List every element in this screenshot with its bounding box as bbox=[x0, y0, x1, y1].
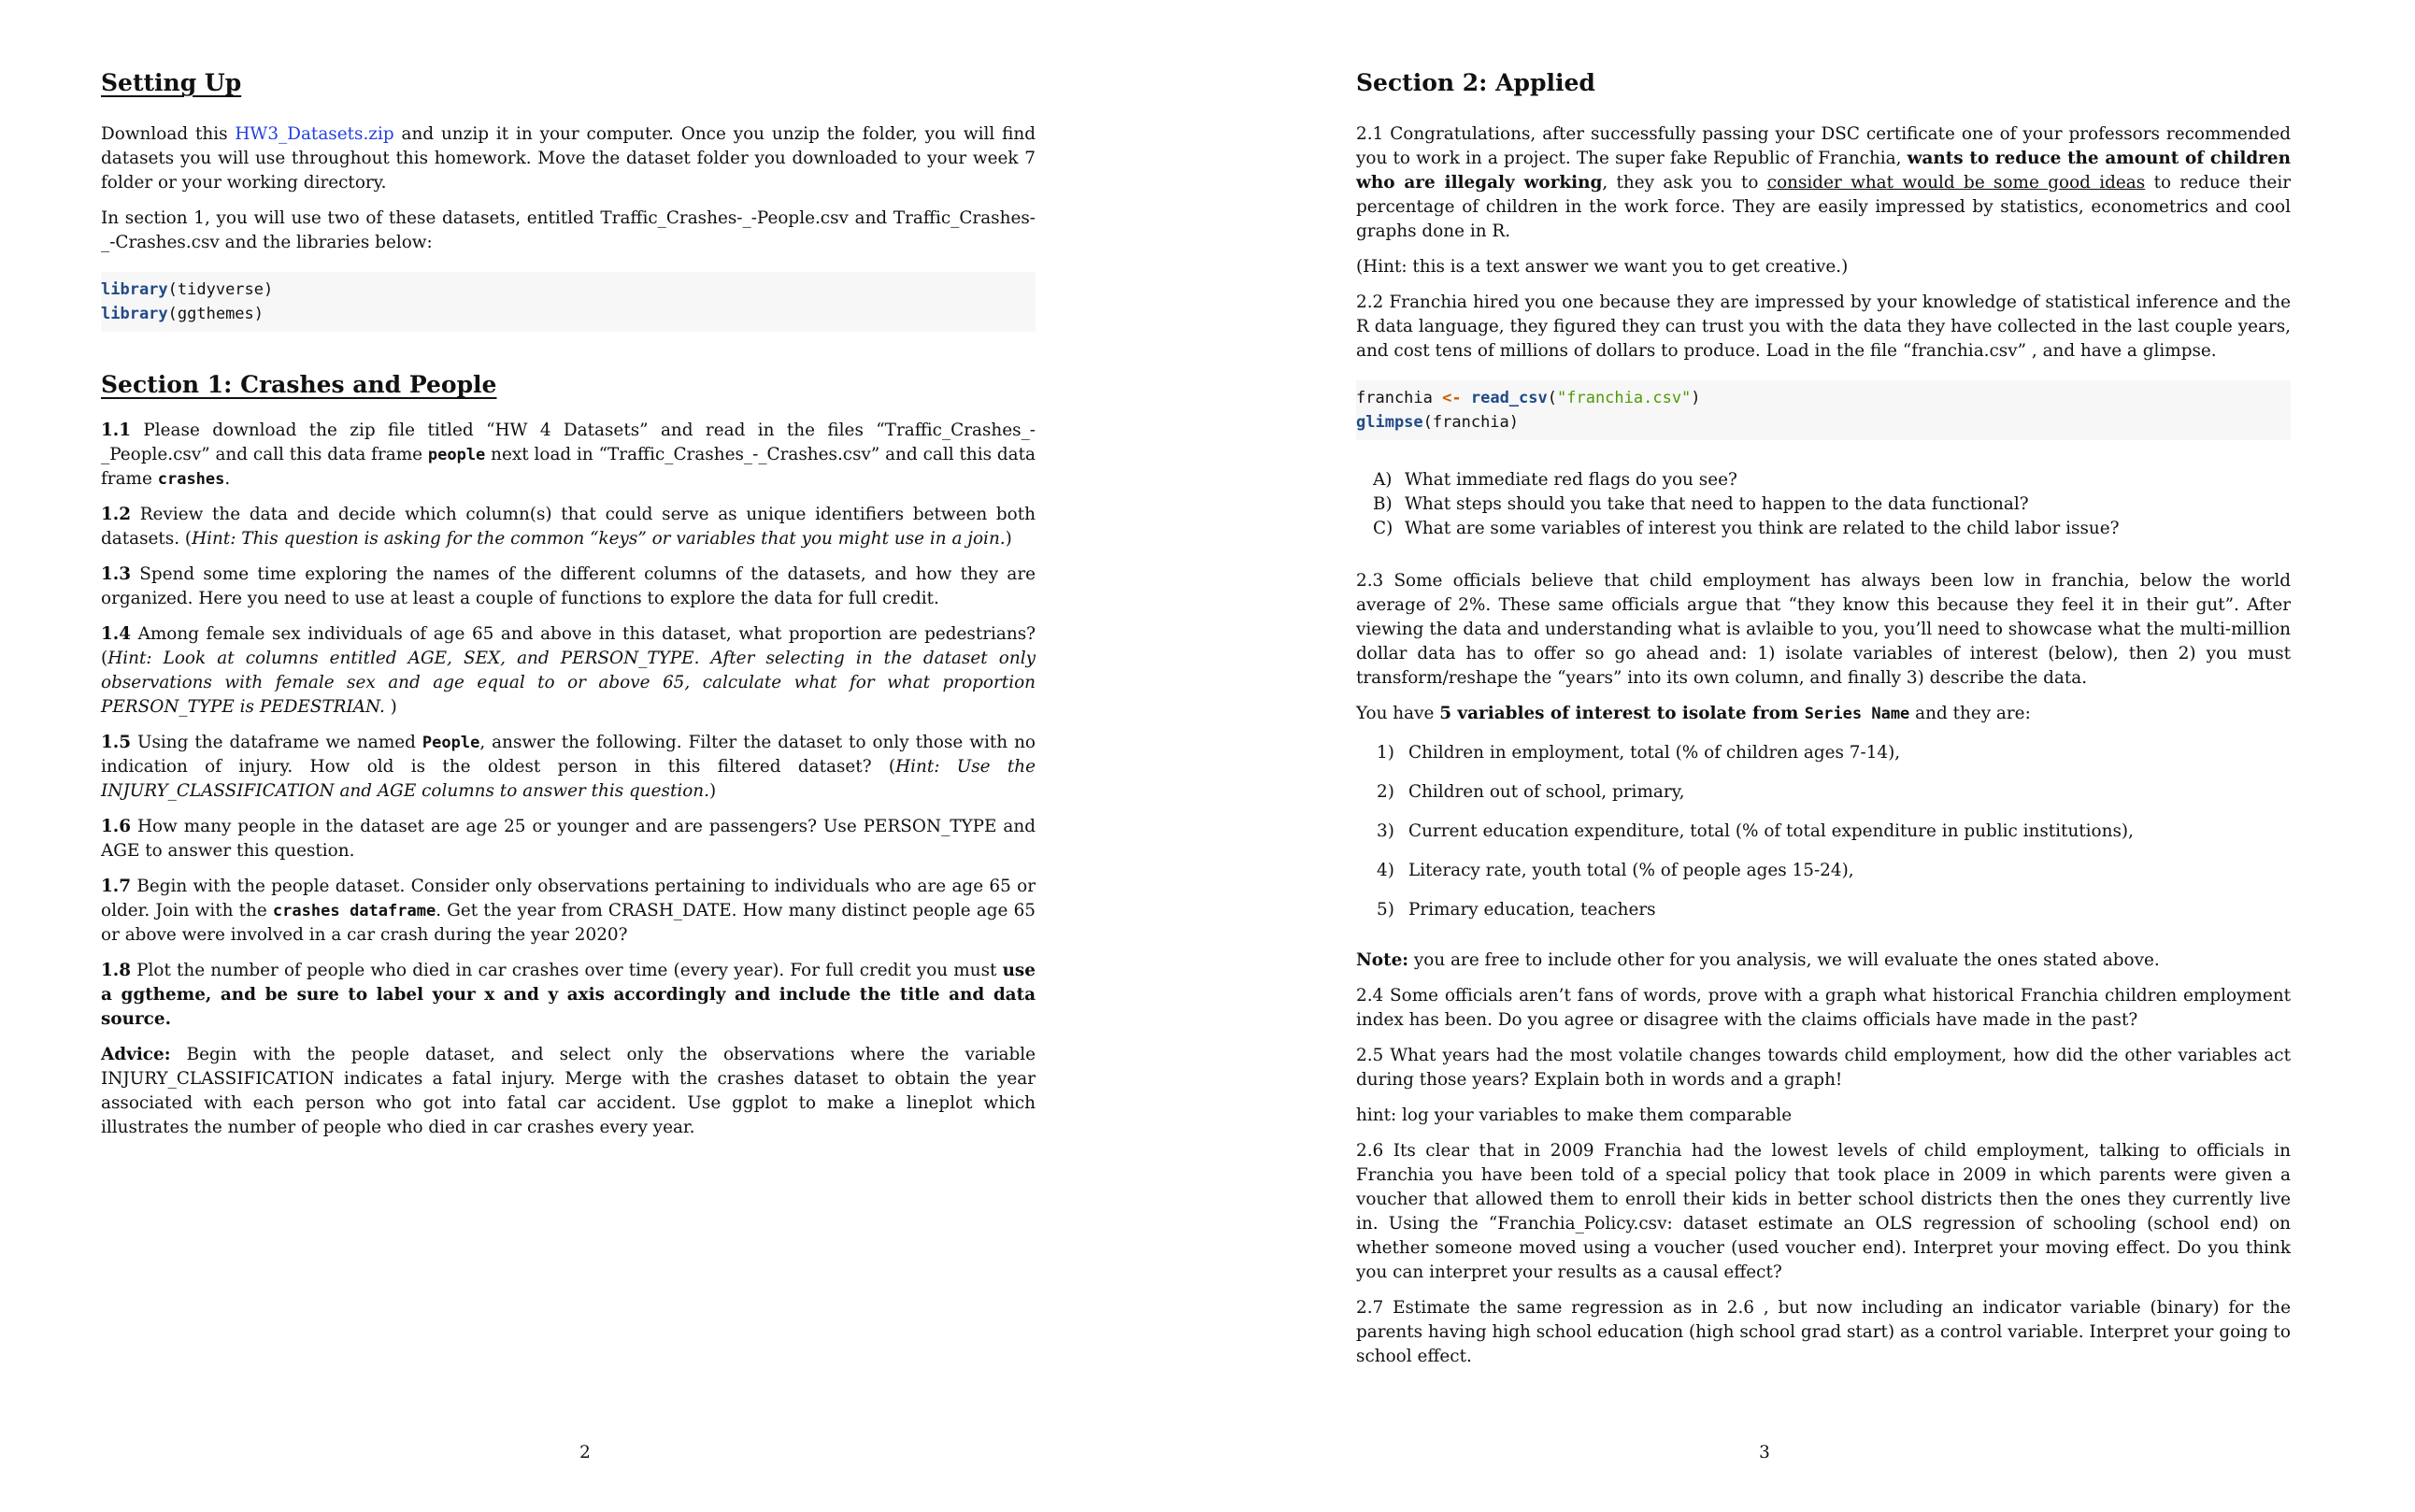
left-column bbox=[101, 56, 1036, 1151]
advice-label: Advice: bbox=[101, 1045, 171, 1064]
question-2-6: 2.6 Its clear that in 2009 Franchia had the lowest levels of child employment, talking to officials in Franchia you have been told of a special policy that took place in 2009 in which parents were given a voucher that allowed them to enroll their kids in better school districts then the ones they currently live in. Using the “Franchia_Policy.csv: dataset estimate an OLS regression of schooling (school end) on whether someone moved using a voucher (used voucher end). Interpret your moving effect. Do you think you can interpret your results as a causal effect? bbox=[1356, 1141, 2291, 1282]
variables-intro bbox=[1356, 702, 2291, 726]
page-right bbox=[1208, 0, 2415, 1512]
question-emphasis: 5 variables of interest to isolate from bbox=[1439, 704, 1805, 723]
list-text: What steps should you take that need to happen to the data functional? bbox=[1405, 494, 2029, 514]
code-function: glimpse bbox=[1356, 413, 1423, 432]
list-label: A) bbox=[1373, 470, 1393, 490]
code-variable: franchia bbox=[1356, 389, 1443, 407]
question-2-3: 2.3 Some officials believe that child employment has always been low in franchia, below the world average of 2%. These same officials argue that “they know this because they feel it in their gut”. After viewing the data and understanding what is avlaible to you, you’ll need to showcase what the multi-million dollar data has to offer so go ahead and: 1) isolate variables of interest (below), then 2) you must transform/reshape the “years” into its own column, and finally 3) describe the data. bbox=[1356, 571, 2291, 688]
question-2-4: 2.4 Some officials aren’t fans of words, prove with a graph what historical Franchia children employment index has been. Do you agree or disagree with the claims officials have made in the past? bbox=[1356, 986, 2291, 1030]
question-text: Spend some time exploring the names of the different columns of the datasets, and how they are organized. Here you need to use at least a couple of functions to explore the data for full credit. bbox=[101, 564, 1036, 608]
question-number: 1.2 bbox=[101, 505, 131, 524]
question-text: next load in “Traffic_Crashes_-_Crashes.csv” and call this data frame bbox=[101, 445, 1036, 489]
question-2-2-sublist bbox=[1373, 468, 2291, 541]
code-operator: <- bbox=[1442, 389, 1462, 407]
inline-code: crashes dataframe bbox=[272, 902, 436, 920]
code-keyword: library bbox=[101, 280, 168, 299]
page-number: 2 bbox=[579, 1443, 591, 1462]
code-paren: ( bbox=[1547, 389, 1557, 407]
question-2-2: 2.2 Franchia hired you one because they are impressed by your knowledge of statistical inference and the R data language, they figured they can trust you with the data they have collected in the last couple years, and cost tens of millions of dollars to produce. Load in the file “franchia.csv” , and have a glimpse. bbox=[1356, 292, 2291, 361]
question-number: 1.8 bbox=[101, 961, 131, 980]
list-label: C) bbox=[1373, 519, 1393, 538]
setup-paragraph-2: In section 1, you will use two of these datasets, entitled Traffic_Crashes-_-People.csv and Traffic_Crashes-_-Crashes.csv and the libraries below: bbox=[101, 208, 1036, 252]
question-1-2 bbox=[101, 503, 1036, 551]
code-arg: (franchia) bbox=[1422, 413, 1520, 432]
question-text: to reduce their percentage of children in the work force. They are easily impressed by statistics, econometrics and cool graphs done in R. bbox=[1356, 173, 2291, 241]
question-1-4 bbox=[101, 622, 1036, 720]
question-hint: Hint: Use the INJURY_CLASSIFICATION and AGE columns to answer this question. bbox=[101, 757, 1036, 801]
list-label: 3) bbox=[1377, 821, 1394, 841]
question-text: How many people in the dataset are age 25 or younger and are passengers? Use PERSON_TYPE and AGE to answer this question. bbox=[101, 817, 1036, 861]
variables-list bbox=[1377, 741, 2291, 922]
question-1-5 bbox=[101, 731, 1036, 804]
question-text: , answer the following. Filter the dataset to only those with no indication of injury. How old is the oldest person in this filtered dataset? ( bbox=[101, 733, 1036, 777]
list-label: 1) bbox=[1377, 743, 1394, 763]
list-item bbox=[1377, 741, 2291, 765]
section-1-heading: Section 1: Crashes and People bbox=[101, 371, 497, 398]
question-1-7 bbox=[101, 875, 1036, 948]
question-2-5-hint: hint: log your variables to make them comparable bbox=[1356, 1105, 1793, 1125]
inline-code: People bbox=[422, 734, 480, 752]
code-arg: (tidyverse) bbox=[167, 280, 274, 299]
question-hint: Hint: Look at columns entitled AGE, SEX, and PERSON_TYPE. After selecting in the dataset only observations with female sex and age equal to or above 65, calculate what for what proportion PERSON_TYPE is PEDESTRIAN. bbox=[101, 649, 1036, 717]
question-text: . bbox=[224, 469, 231, 489]
setup-heading: Setting Up bbox=[101, 69, 242, 96]
question-underline: consider what would be some good ideas bbox=[1766, 173, 2146, 193]
list-label: 4) bbox=[1377, 861, 1394, 880]
list-text: Literacy rate, youth total (% of people ages 15-24), bbox=[1408, 861, 1854, 880]
list-item bbox=[1377, 820, 2291, 844]
question-emphasis: use a ggtheme, and be sure to label your x and y axis accordingly and include the title and data source. bbox=[101, 961, 1036, 1029]
code-arg: (ggthemes) bbox=[167, 305, 264, 323]
code-keyword: library bbox=[101, 305, 168, 323]
question-text: Among female sex individuals of age 65 and above in this dataset, what proportion are pedestrians? ( bbox=[101, 624, 1036, 668]
question-1-6 bbox=[101, 815, 1036, 863]
list-item bbox=[1373, 492, 2291, 517]
section-2-heading: Section 2: Applied bbox=[1356, 69, 1595, 96]
inline-code: Series Name bbox=[1804, 705, 1910, 723]
question-hint: Hint: This question is asking for the common “keys” or variables that you might use in a join. bbox=[192, 529, 1006, 549]
advice-text: Begin with the people dataset, and select only the observations where the variable INJURY_CLASSIFICATION indicates a fatal injury. Merge with the crashes dataset to obtain the year associated with each person who got into fatal car accident. Use ggplot to make a lineplot which illustrates the number of people who died in car crashes every year. bbox=[101, 1045, 1036, 1137]
code-line-2 bbox=[101, 302, 1036, 326]
list-label: B) bbox=[1373, 494, 1393, 514]
question-text: You have bbox=[1356, 704, 1440, 723]
question-text: Using the dataframe we named bbox=[131, 733, 422, 752]
list-item bbox=[1377, 859, 2291, 883]
code-function: read_csv bbox=[1470, 389, 1548, 407]
question-2-1-hint: (Hint: this is a text answer we want you to get creative.) bbox=[1356, 257, 1849, 277]
code-paren: ) bbox=[1691, 389, 1701, 407]
note-label: Note: bbox=[1356, 950, 1409, 970]
question-text: Plot the number of people who died in car crashes over time (every year). For full credit you must bbox=[131, 961, 1003, 980]
setup-text-b: and unzip it in your computer. Once you unzip the folder, you will find datasets you will use throughout this homework. Move the dataset folder you downloaded to your week 7 folder or your working directory. bbox=[101, 124, 1036, 193]
advice-paragraph bbox=[101, 1043, 1036, 1140]
inline-code: crashes bbox=[157, 470, 225, 489]
list-item bbox=[1377, 898, 2291, 922]
question-1-3 bbox=[101, 563, 1036, 611]
note-paragraph bbox=[1356, 949, 2291, 973]
question-text: Please download the zip file titled “HW 4 Datasets” and read in the files “Traffic_Crashes_-_People.csv” and call this data frame bbox=[101, 421, 1036, 464]
code-line-2 bbox=[1356, 410, 2291, 435]
question-2-7: 2.7 Estimate the same regression as in 2.6 , but now including an indicator variable (binary) for the parents having high school education (high school grad start) as a control variable. Interpret your going to school effect. bbox=[1356, 1298, 2291, 1366]
question-2-1 bbox=[1356, 122, 2291, 244]
question-text: . Get the year from CRASH_DATE. How many distinct people age 65 or above were involved in a car crash during the year 2020? bbox=[101, 901, 1036, 945]
datasets-zip-link[interactable]: HW3_Datasets.zip bbox=[235, 124, 394, 144]
question-1-1 bbox=[101, 419, 1036, 492]
franchia-code-block bbox=[1356, 380, 2291, 440]
question-2-5: 2.5 What years had the most volatile changes towards child employment, how did the other variables act during those years? Explain both in words and a graph! bbox=[1356, 1046, 2291, 1090]
list-item bbox=[1373, 468, 2291, 492]
code-line-1 bbox=[1356, 386, 2291, 410]
question-text: ) bbox=[384, 697, 397, 717]
list-text: What immediate red flags do you see? bbox=[1405, 470, 1737, 490]
list-label: 5) bbox=[1377, 900, 1394, 920]
question-1-8 bbox=[101, 959, 1036, 1032]
note-text: you are free to include other for you analysis, we will evaluate the ones stated above. bbox=[1408, 950, 2160, 970]
question-number: 1.3 bbox=[101, 564, 131, 584]
list-item bbox=[1377, 780, 2291, 805]
code-string: "franchia.csv" bbox=[1557, 389, 1692, 407]
page-number: 3 bbox=[1759, 1443, 1770, 1462]
setup-text-a: Download this bbox=[101, 124, 236, 144]
code-line-1 bbox=[101, 278, 1036, 302]
list-text: Children in employment, total (% of children ages 7-14), bbox=[1408, 743, 1901, 763]
question-text: Review the data and decide which column(s) that could serve as unique identifiers between both datasets. ( bbox=[101, 505, 1036, 549]
question-text: ) bbox=[709, 781, 717, 801]
list-text: Current education expenditure, total (% of total expenditure in public institutions), bbox=[1408, 821, 2134, 841]
question-number: 1.1 bbox=[101, 421, 131, 440]
question-number: 1.5 bbox=[101, 733, 131, 752]
list-label: 2) bbox=[1377, 782, 1394, 802]
library-code-block bbox=[101, 272, 1036, 332]
question-text: ) bbox=[1005, 529, 1012, 549]
setup-paragraph-1 bbox=[101, 122, 1036, 195]
list-text: Primary education, teachers bbox=[1408, 900, 1656, 920]
question-text: 2.1 Congratulations, after successfully passing your DSC certificate one of your professors recommended you to work in a project. The super fake Republic of Franchia, bbox=[1356, 124, 2291, 168]
question-number: 1.6 bbox=[101, 817, 131, 836]
list-text: What are some variables of interest you think are related to the child labor issue? bbox=[1405, 519, 2120, 538]
question-text: , they ask you to bbox=[1602, 173, 1767, 193]
question-text: Begin with the people dataset. Consider only observations pertaining to individuals who are age 65 or older. Join with the bbox=[101, 877, 1036, 920]
question-number: 1.4 bbox=[101, 624, 131, 644]
question-emphasis: wants to reduce the amount of children who are illegaly working bbox=[1356, 149, 2291, 193]
question-text: and they are: bbox=[1909, 704, 2031, 723]
right-column bbox=[1356, 56, 2291, 1380]
list-item bbox=[1373, 517, 2291, 541]
question-number: 1.7 bbox=[101, 877, 131, 896]
inline-code: people bbox=[427, 446, 486, 464]
list-text: Children out of school, primary, bbox=[1408, 782, 1685, 802]
